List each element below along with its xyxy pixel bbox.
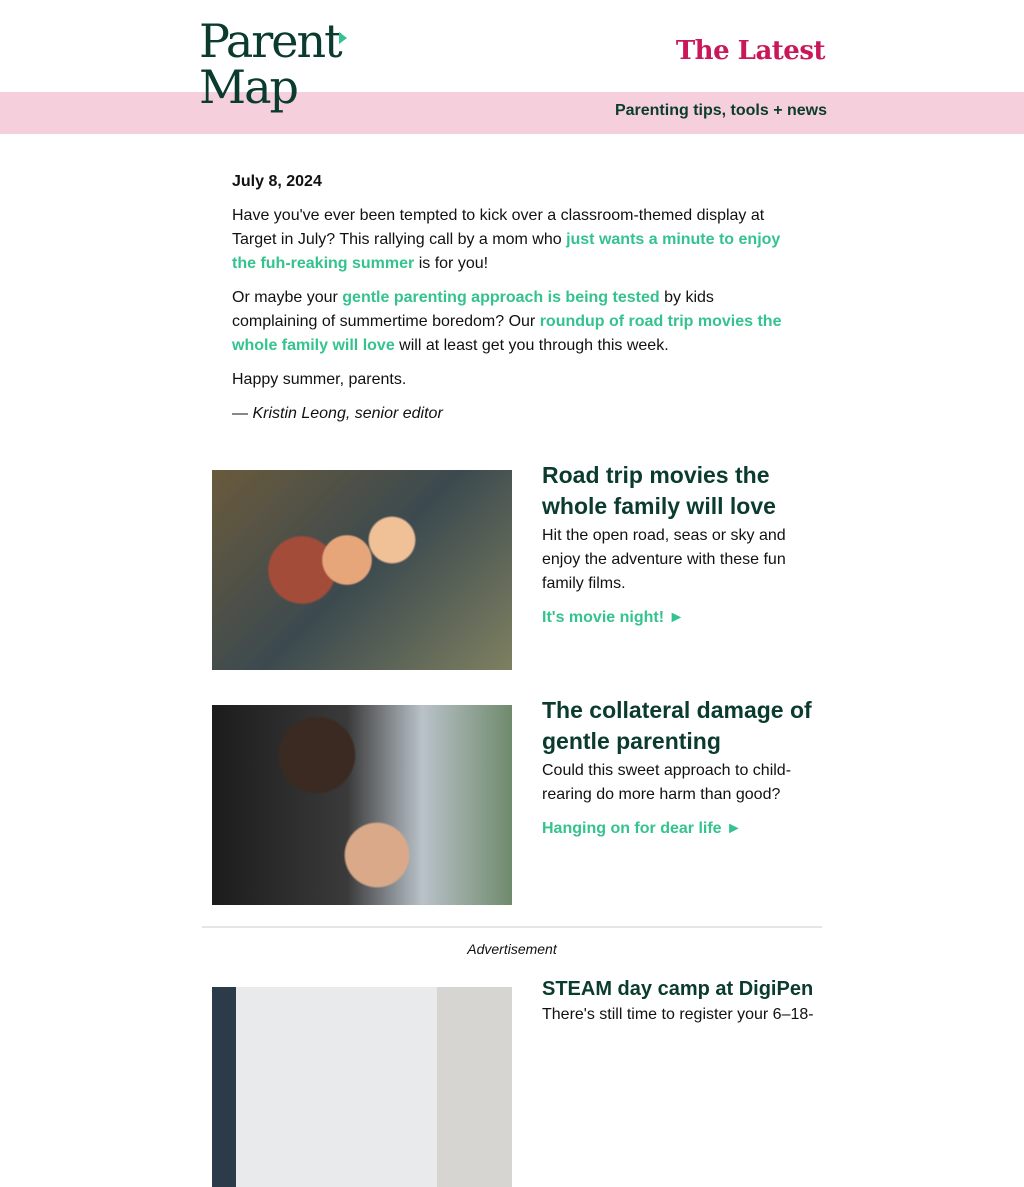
signature: — Kristin Leong, senior editor [232, 405, 443, 422]
newsletter-title: The Latest [675, 36, 825, 66]
tagline: Parenting tips, tools + news [614, 102, 827, 119]
road-trip-movies-link[interactable]: roundup of road trip movies the whole family will love [232, 313, 782, 354]
article-cta-link[interactable]: It's movie night! ► [542, 609, 685, 626]
article-cta-link[interactable]: Hanging on for dear life ► [542, 820, 742, 837]
intro-paragraph-2 [232, 286, 792, 358]
ad-image[interactable] [212, 987, 512, 1187]
text: by kids complaining of summertime boredom? Our [232, 289, 714, 330]
intro-paragraph-3: Happy summer, parents. [232, 371, 407, 388]
header-band [0, 92, 1024, 134]
text: Or maybe your [232, 289, 343, 306]
ad-title[interactable]: STEAM day camp at DigiPen [542, 978, 814, 1000]
article-image[interactable] [212, 470, 512, 670]
summer-link[interactable]: just wants a minute to enjoy the fuh-reaking summer [232, 231, 781, 272]
article-title[interactable]: The collateral damage of gentle parenting [542, 697, 812, 754]
article-title[interactable]: Road trip movies the whole family will love [542, 462, 776, 519]
text: Have you've ever been tempted to kick over a classroom-themed display at Target in July? This rallying call by a mom who [232, 207, 765, 248]
gentle-parenting-link[interactable]: gentle parenting approach is being tested [342, 289, 660, 306]
date: July 8, 2024 [232, 173, 322, 190]
article-description: Could this sweet approach to child-rearing do more harm than good? [542, 762, 792, 803]
divider [202, 926, 822, 928]
text: will at least get you through this week. [394, 337, 669, 354]
header [0, 0, 1024, 134]
play-triangle-icon [339, 32, 347, 44]
article-image[interactable] [212, 705, 512, 905]
advertisement-label: Advertisement [467, 941, 557, 957]
parentmap-logo[interactable] [199, 14, 341, 114]
article-description: Hit the open road, seas or sky and enjoy the adventure with these fun family films. [542, 527, 786, 592]
text: is for you! [414, 255, 489, 272]
logo-text-2: Map [199, 60, 297, 114]
intro [232, 170, 792, 436]
logo-text-1: Parent [199, 14, 341, 68]
ad-description: There's still time to register your 6–18- [542, 1006, 814, 1023]
intro-paragraph-1 [232, 204, 792, 276]
